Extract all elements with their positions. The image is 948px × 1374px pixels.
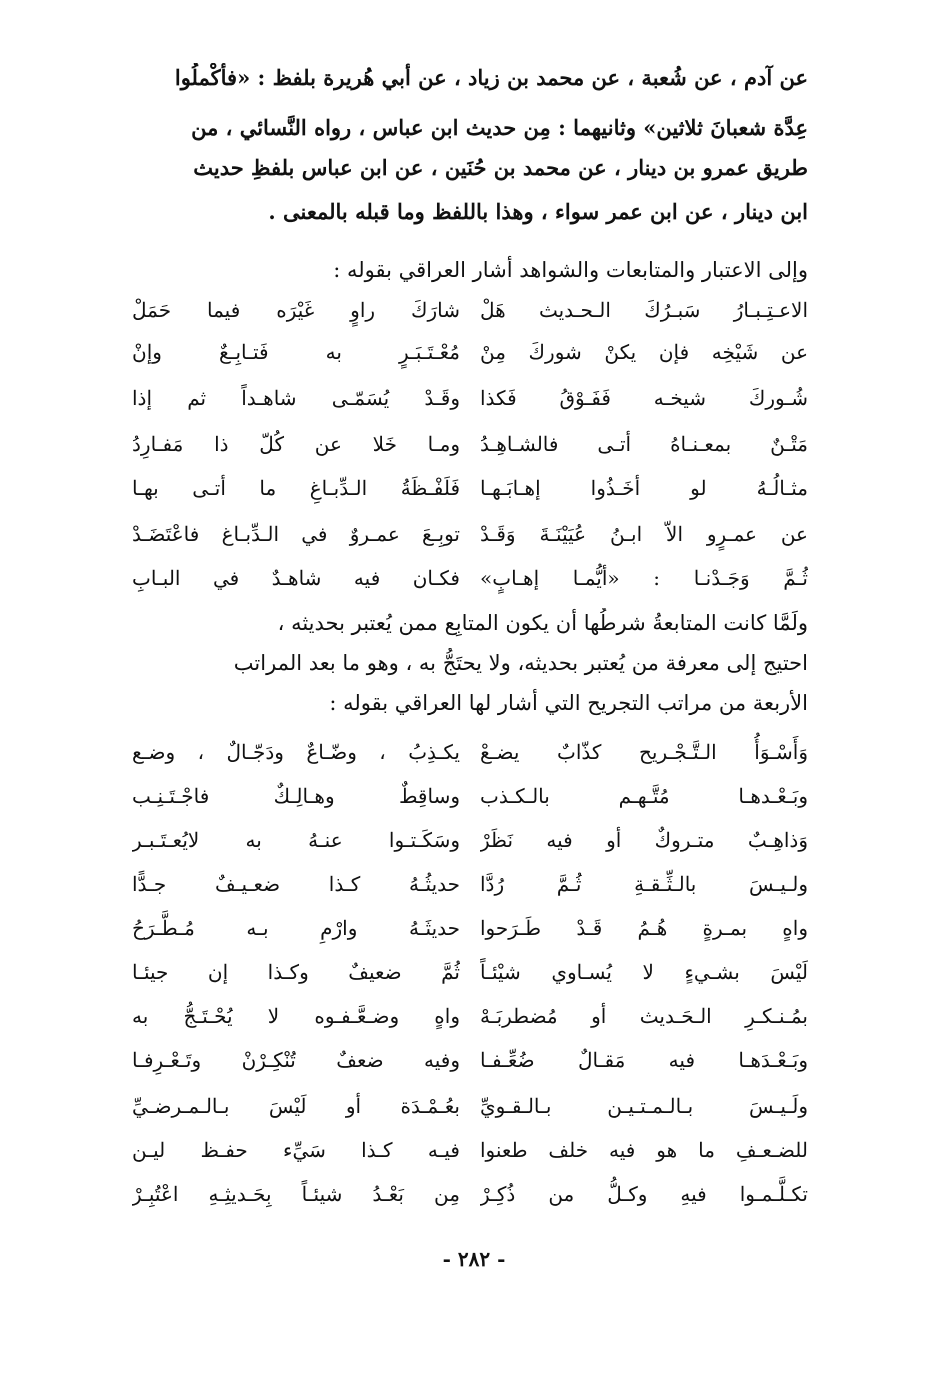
verse-second-hemistich: وقَـدْ يُسَمّـى شاهـداً ثم إذا	[132, 386, 460, 410]
prose-line: ابن دينار ، عن ابن عمر سواء ، وهذا باللفظ وما قبله بالمعنى .	[268, 199, 808, 224]
verse-first-hemistich: لَيْسَ بشـيءٍ لا يُسـاوي شيْئـاً	[480, 960, 808, 984]
verse-second-hemistich: شارَكَ راوٍ غَيْرَه فيما حَمَلْ	[132, 298, 460, 322]
verse-second-hemistich: فيـه كـذا سَيِّء حفـظ ليـن	[132, 1138, 460, 1162]
verse-second-hemistich: بعُـمْـدَة أو لَيْسَ بـالـمـرضـيِّ	[132, 1094, 460, 1118]
verse-line	[132, 864, 808, 904]
verse-second-hemistich: وفيه ضعفٌ تُنْكِـرْنْ وتَـعْـرِفـا	[132, 1048, 460, 1072]
verse-line	[132, 290, 808, 330]
verse-line	[132, 378, 808, 418]
verse-first-hemistich: عن عمـرٍو الاّ ابـنُ عُيَيْنَـةَ وَقَـدْ	[480, 522, 808, 546]
verse-second-hemistich: ثُمَّ ضعيفٌ وكـذا إن جيئـا	[132, 960, 460, 984]
verse-first-hemistich: وبَـعْـدَهـا فيه مَقـالٌ ضُعِّـفـا	[480, 1048, 808, 1072]
verse-line	[132, 1086, 808, 1126]
verse-first-hemistich: بمُـنـكـرِ الـحَـديث أو مُضطربَـهْ	[480, 1004, 808, 1028]
prose-line: احتيج إلى معرفة من يُعتبر بحديثه، ولا يحتَجُّ به ، وهو ما بعد المراتب	[233, 651, 808, 675]
verse-line	[132, 424, 808, 464]
verse-second-hemistich: يكـذِبُ ، وضّـاعٌ ودَجّـالٌ ، وضـع	[132, 740, 460, 764]
verse-line	[132, 1174, 808, 1214]
verse-line	[132, 332, 808, 372]
verse-second-hemistich: واهٍ وضـعَّـفـوه لا يُحْـتَـجُّ به	[132, 1004, 460, 1028]
verse-first-hemistich: عن شَيْخِه فإن يكنْ شوركَ مِنْ	[480, 340, 808, 364]
verse-first-hemistich: وَذاهِـبٌ متـروكٌ أو فيه نَظَرْ	[480, 828, 808, 852]
verse-second-hemistich: مِن بَعْـدُ شيئـاً بِحَـديثِـهِ اعْتُبِـرْ	[132, 1182, 460, 1206]
verse-line	[132, 468, 808, 508]
verse-line	[132, 1130, 808, 1170]
page-number: - ٢٨٢ -	[442, 1247, 506, 1271]
prose-line: طريق عمرو بن دينار ، عن محمد بن حُنَين ، عن ابن عباس بلفظِ حديث	[193, 155, 808, 180]
verse-first-hemistich: مَتْـنٌ بمعـنـاهُ أتـى فالشـاهِـدُ	[480, 432, 808, 456]
verse-line	[132, 1040, 808, 1080]
verse-second-hemistich: فكـان فيه شاهـدٌ في البـابِ	[132, 566, 460, 590]
verse-second-hemistich: وساقِطٌ وهـالِـكٌ فاجْـتَـنِـب	[132, 784, 460, 808]
verse-line	[132, 908, 808, 948]
verse-first-hemistich: ولَـيـسَ بـالـمـتـيـن بـالـقـويِّ	[480, 1094, 808, 1118]
verse-line	[132, 514, 808, 554]
verse-line	[132, 558, 808, 598]
verse-second-hemistich: مُعْـتَـبَـرٍ به فَتـابِـعٌ وإنْ	[132, 340, 460, 364]
verse-second-hemistich: وسَكَـتـوا عنـهُ به لايُعـتَـبـر	[132, 828, 460, 852]
verse-first-hemistich: واهٍ بمـرةٍ هُـمُ قَـدْ طَـرَحوا	[480, 916, 808, 940]
prose-line: عِدَّة شعبانَ ثلاثين» وثانيهما : مِن حديث ابن عباس ، رواه النَّسائي ، من	[191, 115, 808, 140]
verse-first-hemistich: للضـعـفِ ما هو فيه خلف طعنوا	[480, 1138, 808, 1162]
verse-first-hemistich: الاعـتِـبـارُ سَبـرُكَ الـحـديث هَلْ	[480, 298, 808, 322]
verse-first-hemistich: وَأَسْـوَأُ الـتَّـجْـريح كذّابٌ يضـعْ	[480, 740, 808, 764]
verse-first-hemistich: تكـلَّـمـوا فيهِ وكـلُّ من ذُكِـرْ	[480, 1182, 808, 1206]
verse-line	[132, 776, 808, 816]
verse-line	[132, 732, 808, 772]
verse-line	[132, 820, 808, 860]
verse-first-hemistich: مثـالُـهُ لو أخَـذُوا إهـابَـهـا	[480, 476, 808, 500]
section-intro-heading: وإلى الاعتبار والمتابعات والشواهد أشار العراقي بقوله :	[333, 258, 808, 282]
verse-second-hemistich: حديثَـهُ وارْمِ بـه مُـطَّـرَحُ	[132, 916, 460, 940]
verse-first-hemistich: شُـوركَ شيخـه فَفَـوْقُ فَكذا	[480, 386, 808, 410]
prose-line: الأربعة من مراتب التجريح التي أشار لها العراقي بقوله :	[329, 691, 808, 715]
verse-first-hemistich: ثُـمَّ وَجَـدْنـا : «أيُّمـا إهـابٍ»	[480, 566, 808, 590]
verse-second-hemistich: توبِـعَ عمـروٌ في الـدِّبـاغ فاعْتَضَـدْ	[132, 522, 460, 546]
verse-line	[132, 996, 808, 1036]
prose-line: عن آدم ، عن شُعبة ، عن محمد بن زياد ، عن أبي هُريرة بلفظ : «فأكْملُوا	[174, 65, 808, 90]
prose-line: ولَمَّا كانت المتابعةُ شرطُها أن يكون المتابِع ممن يُعتبر بحديثه ،	[277, 611, 808, 635]
verse-second-hemistich: حديثُـهُ كـذا ضعـيـفٌ جـدًّا	[132, 872, 460, 896]
verse-line	[132, 952, 808, 992]
verse-second-hemistich: فَلَفْـظَةُ الـدِّبـاغِ ما أتـى بهـا	[132, 476, 460, 500]
verse-second-hemistich: ومـا خَلا عن كُلّ ذا مَفـارِدُ	[132, 432, 460, 456]
verse-first-hemistich: ولـيـسَ بالـثِّـقـةِ ثُـمَّ رُدَّا	[480, 872, 808, 896]
verse-first-hemistich: وبَـعْـدهـا مُتَّـهـم بالـكـذب	[480, 784, 808, 808]
